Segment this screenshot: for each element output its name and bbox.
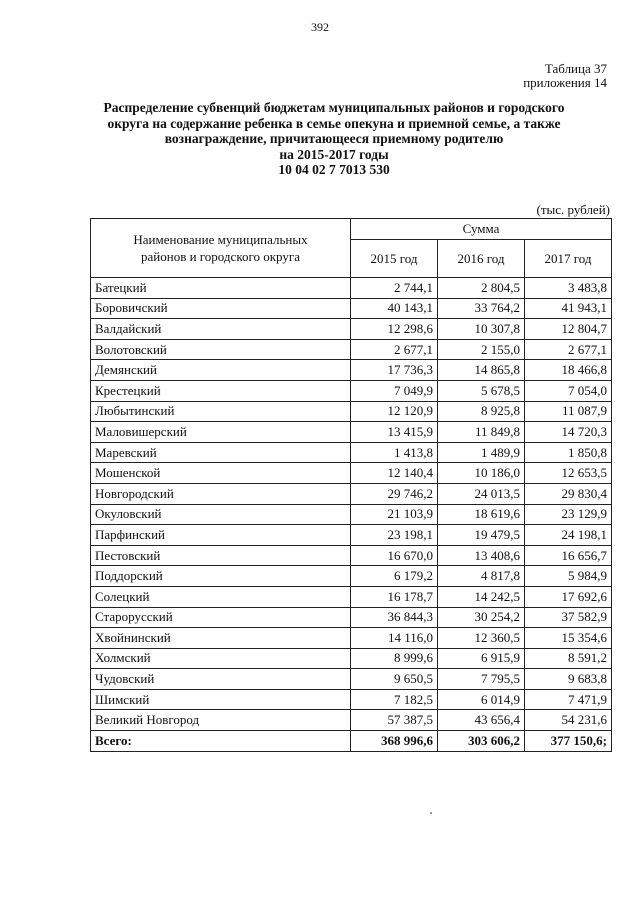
- document-title: [80, 100, 588, 178]
- amount-cell-2017: 8 591,2: [525, 648, 612, 669]
- amount-cell-2015: 16 178,7: [351, 586, 438, 607]
- year-header-2015: 2015 год: [351, 240, 438, 278]
- district-name-cell: Маловишерский: [91, 422, 351, 443]
- amount-cell-2016: 14 242,5: [438, 586, 525, 607]
- amount-cell-2015: 13 415,9: [351, 422, 438, 443]
- amount-cell-2015: 29 746,2: [351, 483, 438, 504]
- amount-cell-2016: 12 360,5: [438, 628, 525, 649]
- amount-cell-2015: 6 179,2: [351, 566, 438, 587]
- amount-cell-2015: 23 198,1: [351, 525, 438, 546]
- district-name-cell: Парфинский: [91, 525, 351, 546]
- sum-column-header: Сумма: [351, 219, 612, 240]
- amount-cell-2015: 1 413,8: [351, 442, 438, 463]
- amount-cell-2015: 21 103,9: [351, 504, 438, 525]
- table-reference: [523, 62, 607, 90]
- table-row: [91, 278, 612, 299]
- table-row: [91, 319, 612, 340]
- table-row: [91, 360, 612, 381]
- header-line: Наименование муниципальных: [133, 232, 308, 247]
- amount-cell-2016: 303 606,2: [438, 731, 525, 752]
- table-row: [91, 586, 612, 607]
- amount-cell-2016: 8 925,8: [438, 401, 525, 422]
- amount-cell-2015: 12 120,9: [351, 401, 438, 422]
- amount-cell-2017: 1 850,8: [525, 442, 612, 463]
- amount-cell-2017: 12 804,7: [525, 319, 612, 340]
- amount-cell-2015: 57 387,5: [351, 710, 438, 731]
- title-line: на 2015-2017 годы: [279, 146, 389, 162]
- amount-cell-2017: 11 087,9: [525, 401, 612, 422]
- amount-cell-2015: 12 140,4: [351, 463, 438, 484]
- table-row: [91, 545, 612, 566]
- amount-cell-2017: 24 198,1: [525, 525, 612, 546]
- district-name-cell: Поддорский: [91, 566, 351, 587]
- amount-cell-2016: 10 307,8: [438, 319, 525, 340]
- amount-cell-2017: 12 653,5: [525, 463, 612, 484]
- units-label: (тыс. рублей): [536, 202, 610, 217]
- amount-cell-2016: 11 849,8: [438, 422, 525, 443]
- amount-cell-2015: 9 650,5: [351, 669, 438, 690]
- amount-cell-2015: 17 736,3: [351, 360, 438, 381]
- district-name-cell: Волотовский: [91, 339, 351, 360]
- district-name-cell: Великий Новгород: [91, 710, 351, 731]
- amount-cell-2015: 16 670,0: [351, 545, 438, 566]
- district-name-cell: Крестецкий: [91, 380, 351, 401]
- amount-cell-2017: 377 150,6;: [525, 731, 612, 752]
- district-name-cell: Холмский: [91, 648, 351, 669]
- amount-cell-2016: 4 817,8: [438, 566, 525, 587]
- amount-cell-2016: 1 489,9: [438, 442, 525, 463]
- amount-cell-2015: 7 049,9: [351, 380, 438, 401]
- amount-cell-2017: 3 483,8: [525, 278, 612, 299]
- district-name-cell: Старорусский: [91, 607, 351, 628]
- amount-cell-2017: 23 129,9: [525, 504, 612, 525]
- district-name-cell: Валдайский: [91, 319, 351, 340]
- table-row: [91, 422, 612, 443]
- amount-cell-2017: 29 830,4: [525, 483, 612, 504]
- amount-cell-2015: 12 298,6: [351, 319, 438, 340]
- amount-cell-2016: 5 678,5: [438, 380, 525, 401]
- table-row: [91, 483, 612, 504]
- district-name-cell: Чудовский: [91, 669, 351, 690]
- district-name-cell: Пестовский: [91, 545, 351, 566]
- table-row: [91, 648, 612, 669]
- amount-cell-2016: 24 013,5: [438, 483, 525, 504]
- amount-cell-2017: 16 656,7: [525, 545, 612, 566]
- table-row: [91, 710, 612, 731]
- amount-cell-2016: 6 014,9: [438, 689, 525, 710]
- name-column-header: [91, 219, 351, 278]
- district-name-cell: Новгородский: [91, 483, 351, 504]
- amount-cell-2015: 40 143,1: [351, 298, 438, 319]
- amount-cell-2017: 7 054,0: [525, 380, 612, 401]
- amount-cell-2016: 18 619,6: [438, 504, 525, 525]
- table-row: [91, 525, 612, 546]
- amount-cell-2016: 13 408,6: [438, 545, 525, 566]
- amount-cell-2017: 18 466,8: [525, 360, 612, 381]
- amount-cell-2016: 43 656,4: [438, 710, 525, 731]
- amount-cell-2017: 2 677,1: [525, 339, 612, 360]
- district-name-cell: Хвойнинский: [91, 628, 351, 649]
- title-line: округа на содержание ребенка в семье опекуна и приемной семье, а также: [107, 115, 561, 131]
- amount-cell-2015: 14 116,0: [351, 628, 438, 649]
- amount-cell-2015: 368 996,6: [351, 731, 438, 752]
- budget-code: 10 04 02 7 7013 530: [278, 162, 390, 177]
- table-reference-line: приложения 14: [523, 75, 607, 90]
- district-name-cell: Всего:: [91, 731, 351, 752]
- district-name-cell: Солецкий: [91, 586, 351, 607]
- amount-cell-2016: 2 804,5: [438, 278, 525, 299]
- table-row: [91, 442, 612, 463]
- amount-cell-2016: 2 155,0: [438, 339, 525, 360]
- table-row: [91, 504, 612, 525]
- amount-cell-2016: 33 764,2: [438, 298, 525, 319]
- amount-cell-2017: 41 943,1: [525, 298, 612, 319]
- amount-cell-2017: 17 692,6: [525, 586, 612, 607]
- table-row: [91, 628, 612, 649]
- district-name-cell: Маревский: [91, 442, 351, 463]
- title-line: Распределение субвенций бюджетам муниципальных районов и городского: [103, 100, 565, 115]
- table-row: [91, 339, 612, 360]
- amount-cell-2017: 15 354,6: [525, 628, 612, 649]
- scan-speck: [430, 812, 432, 814]
- year-header-2016: 2016 год: [438, 240, 525, 278]
- district-name-cell: Мошенской: [91, 463, 351, 484]
- amount-cell-2017: 14 720,3: [525, 422, 612, 443]
- district-name-cell: Демянский: [91, 360, 351, 381]
- district-name-cell: Окуловский: [91, 504, 351, 525]
- amount-cell-2015: 2 677,1: [351, 339, 438, 360]
- amount-cell-2016: 7 795,5: [438, 669, 525, 690]
- district-name-cell: Любытинский: [91, 401, 351, 422]
- table-row: [91, 380, 612, 401]
- amount-cell-2017: 54 231,6: [525, 710, 612, 731]
- amount-cell-2016: 19 479,5: [438, 525, 525, 546]
- district-name-cell: Боровичский: [91, 298, 351, 319]
- amount-cell-2017: 37 582,9: [525, 607, 612, 628]
- table-row: [91, 401, 612, 422]
- table-reference-line: Таблица 37: [544, 61, 607, 76]
- title-line: вознаграждение, причитающееся приемному родителю: [164, 131, 504, 146]
- amount-cell-2015: 7 182,5: [351, 689, 438, 710]
- amount-cell-2016: 30 254,2: [438, 607, 525, 628]
- amount-cell-2017: 7 471,9: [525, 689, 612, 710]
- amount-cell-2015: 2 744,1: [351, 278, 438, 299]
- year-header-2017: 2017 год: [525, 240, 612, 278]
- table-row: [91, 566, 612, 587]
- subsidy-table: [90, 218, 612, 752]
- table-row: [91, 669, 612, 690]
- district-name-cell: Шимский: [91, 689, 351, 710]
- amount-cell-2016: 6 915,9: [438, 648, 525, 669]
- total-row: [91, 731, 612, 752]
- amount-cell-2015: 8 999,6: [351, 648, 438, 669]
- table-row: [91, 689, 612, 710]
- table-row: [91, 607, 612, 628]
- table-body: [91, 278, 612, 752]
- amount-cell-2016: 14 865,8: [438, 360, 525, 381]
- page-number: 392: [311, 20, 329, 34]
- amount-cell-2015: 36 844,3: [351, 607, 438, 628]
- table-row: [91, 298, 612, 319]
- amount-cell-2017: 9 683,8: [525, 669, 612, 690]
- header-line: районов и городского округа: [141, 249, 300, 264]
- district-name-cell: Батецкий: [91, 278, 351, 299]
- table-row: [91, 463, 612, 484]
- amount-cell-2017: 5 984,9: [525, 566, 612, 587]
- amount-cell-2016: 10 186,0: [438, 463, 525, 484]
